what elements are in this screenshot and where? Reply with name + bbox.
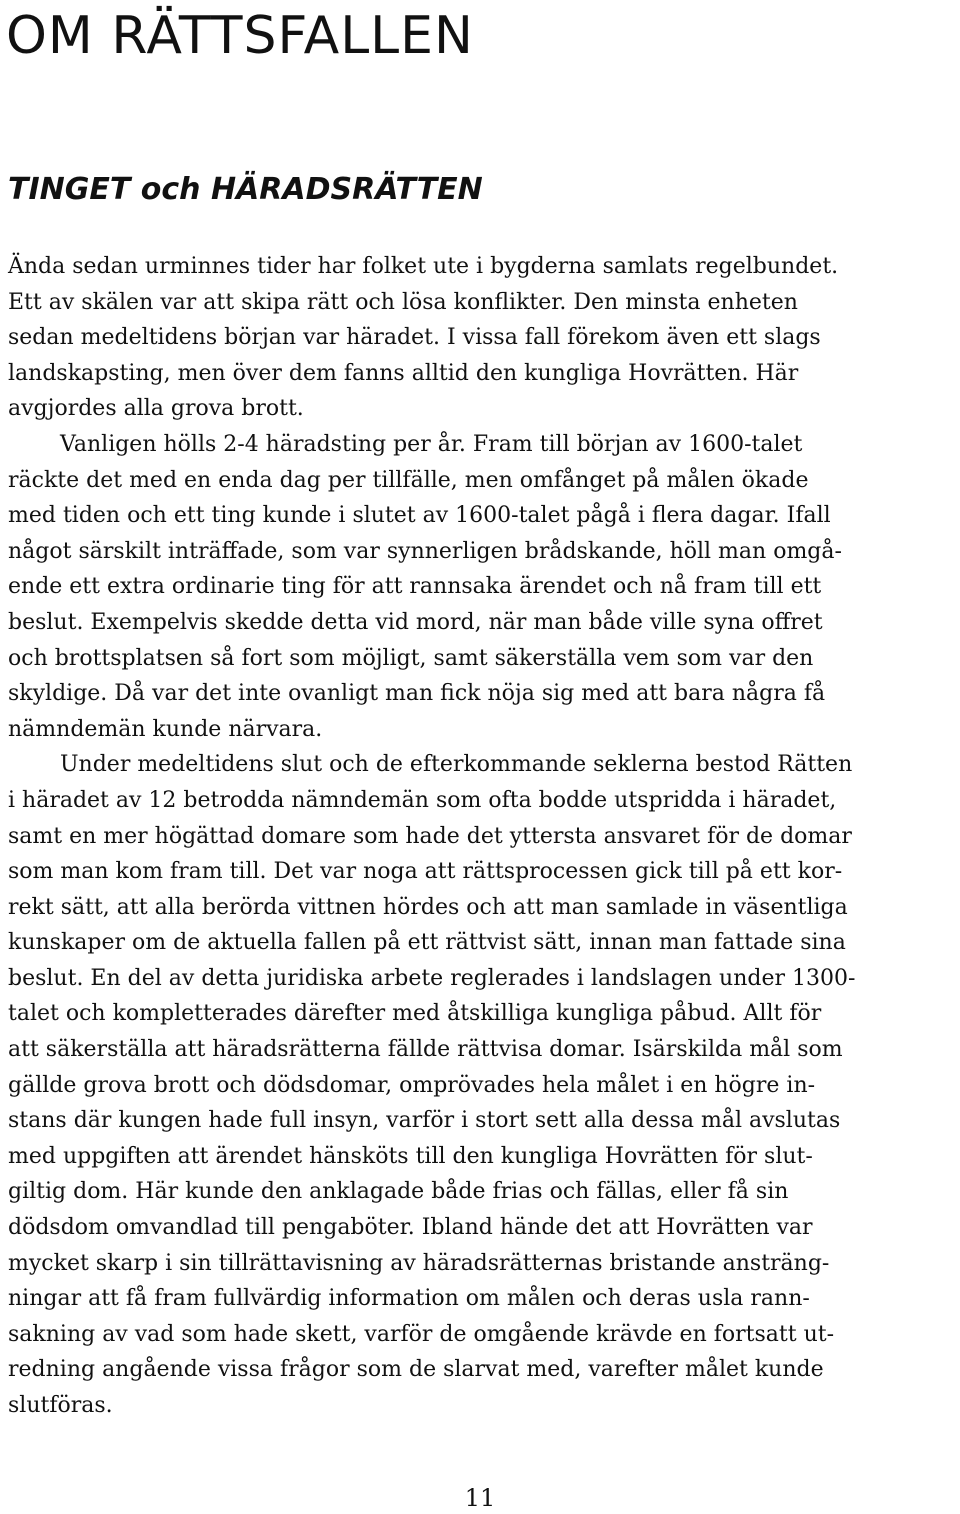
text-line: dödsdom omvandlad till pengaböter. Ibland hände det att Hovrätten var <box>8 1215 813 1241</box>
text-line: något särskilt inträffade, som var synnerligen brådskande, höll man omgå- <box>8 538 842 564</box>
text-line: Ända sedan urminnes tider har folket ute i bygderna samlats regelbundet. <box>8 254 839 279</box>
text-line: redning angående vissa frågor som de slarvat med, varefter målet kunde <box>8 1357 824 1383</box>
paragraph-1 <box>8 249 960 427</box>
paragraph-2 <box>8 427 960 747</box>
text-line: giltig dom. Här kunde den anklagade både frias och fällas, eller få sin <box>8 1179 789 1205</box>
body-text <box>8 249 960 1424</box>
text-line: räckte det med en enda dag per tillfälle, men omfånget på målen ökade <box>8 467 809 493</box>
text-line: med tiden och ett ting kunde i slutet av 1600-talet pågå i flera dagar. Ifall <box>8 503 831 529</box>
text-line: stans där kungen hade full insyn, varför i stort sett alla dessa mål avslutas <box>8 1108 841 1134</box>
text-line: avgjordes alla grova brott. <box>8 396 304 422</box>
text-line: samt en mer högättad domare som hade det yttersta ansvaret för de domar <box>8 823 852 849</box>
text-line: nämndemän kunde närvara. <box>8 716 323 742</box>
text-line: Ett av skälen var att skipa rätt och lösa konflikter. Den minsta enheten <box>8 289 798 315</box>
text-line: sakning av vad som hade skett, varför de omgående krävde en fortsatt ut- <box>8 1321 835 1347</box>
text-line: ningar att få fram fullvärdig information om målen och deras usla rann- <box>8 1286 810 1312</box>
text-line: landskapsting, men över dem fanns alltid den kungliga Hovrätten. Här <box>8 360 799 386</box>
text-line: beslut. Exempelvis skedde detta vid mord, när man både ville syna offret <box>8 609 823 635</box>
text-line: med uppgiften att ärendet hänsköts till den kungliga Hovrätten för slut- <box>8 1143 813 1169</box>
text-line: i häradet av 12 betrodda nämndemän som ofta bodde utspridda i häradet, <box>8 787 837 813</box>
text-line: talet och kompletterades därefter med åtskilliga kungliga påbud. Allt för <box>8 1001 822 1027</box>
text-line: att säkerställa att häradsrätterna fällde rättvisa domar. Isärskilda mål som <box>8 1037 843 1063</box>
text-line: skyldige. Då var det inte ovanligt man fick nöja sig med att bara några få <box>8 681 826 707</box>
text-line: och brottsplatsen så fort som möjligt, samt säkerställa vem som var den <box>8 645 814 671</box>
paragraph-3 <box>8 747 960 1423</box>
text-line: slutföras. <box>8 1393 113 1418</box>
text-line: som man kom fram till. Det var noga att rättsprocessen gick till på ett kor- <box>8 859 843 885</box>
text-line: kunskaper om de aktuella fallen på ett rättvist sätt, innan man fattade sina <box>8 930 846 956</box>
text-line: beslut. En del av detta juridiska arbete reglerades i landslagen under 1300- <box>8 965 856 991</box>
text-line: mycket skarp i sin tillrättavisning av häradsrätternas bristande ansträng- <box>8 1250 830 1276</box>
text-line: gällde grova brott och dödsdomar, omprövades hela målet i en högre in- <box>8 1072 816 1098</box>
text-line: Under medeltidens slut och de efterkommande seklerna bestod Rätten <box>60 752 853 778</box>
text-line: rekt sätt, att alla berörda vittnen hördes och att man samlade in väsentliga <box>8 894 848 920</box>
page-title: OM RÄTTSFALLEN <box>6 6 474 66</box>
section-heading: TINGET och HÄRADSRÄTTEN <box>8 172 483 207</box>
text-line: Vanligen hölls 2-4 häradsting per år. Fram till början av 1600-talet <box>60 431 803 457</box>
text-line: sedan medeltidens början var häradet. I vissa fall förekom även ett slags <box>8 325 821 351</box>
page-number: 11 <box>464 1484 496 1512</box>
text-line: ende ett extra ordinarie ting för att rannsaka ärendet och nå fram till ett <box>8 574 822 600</box>
